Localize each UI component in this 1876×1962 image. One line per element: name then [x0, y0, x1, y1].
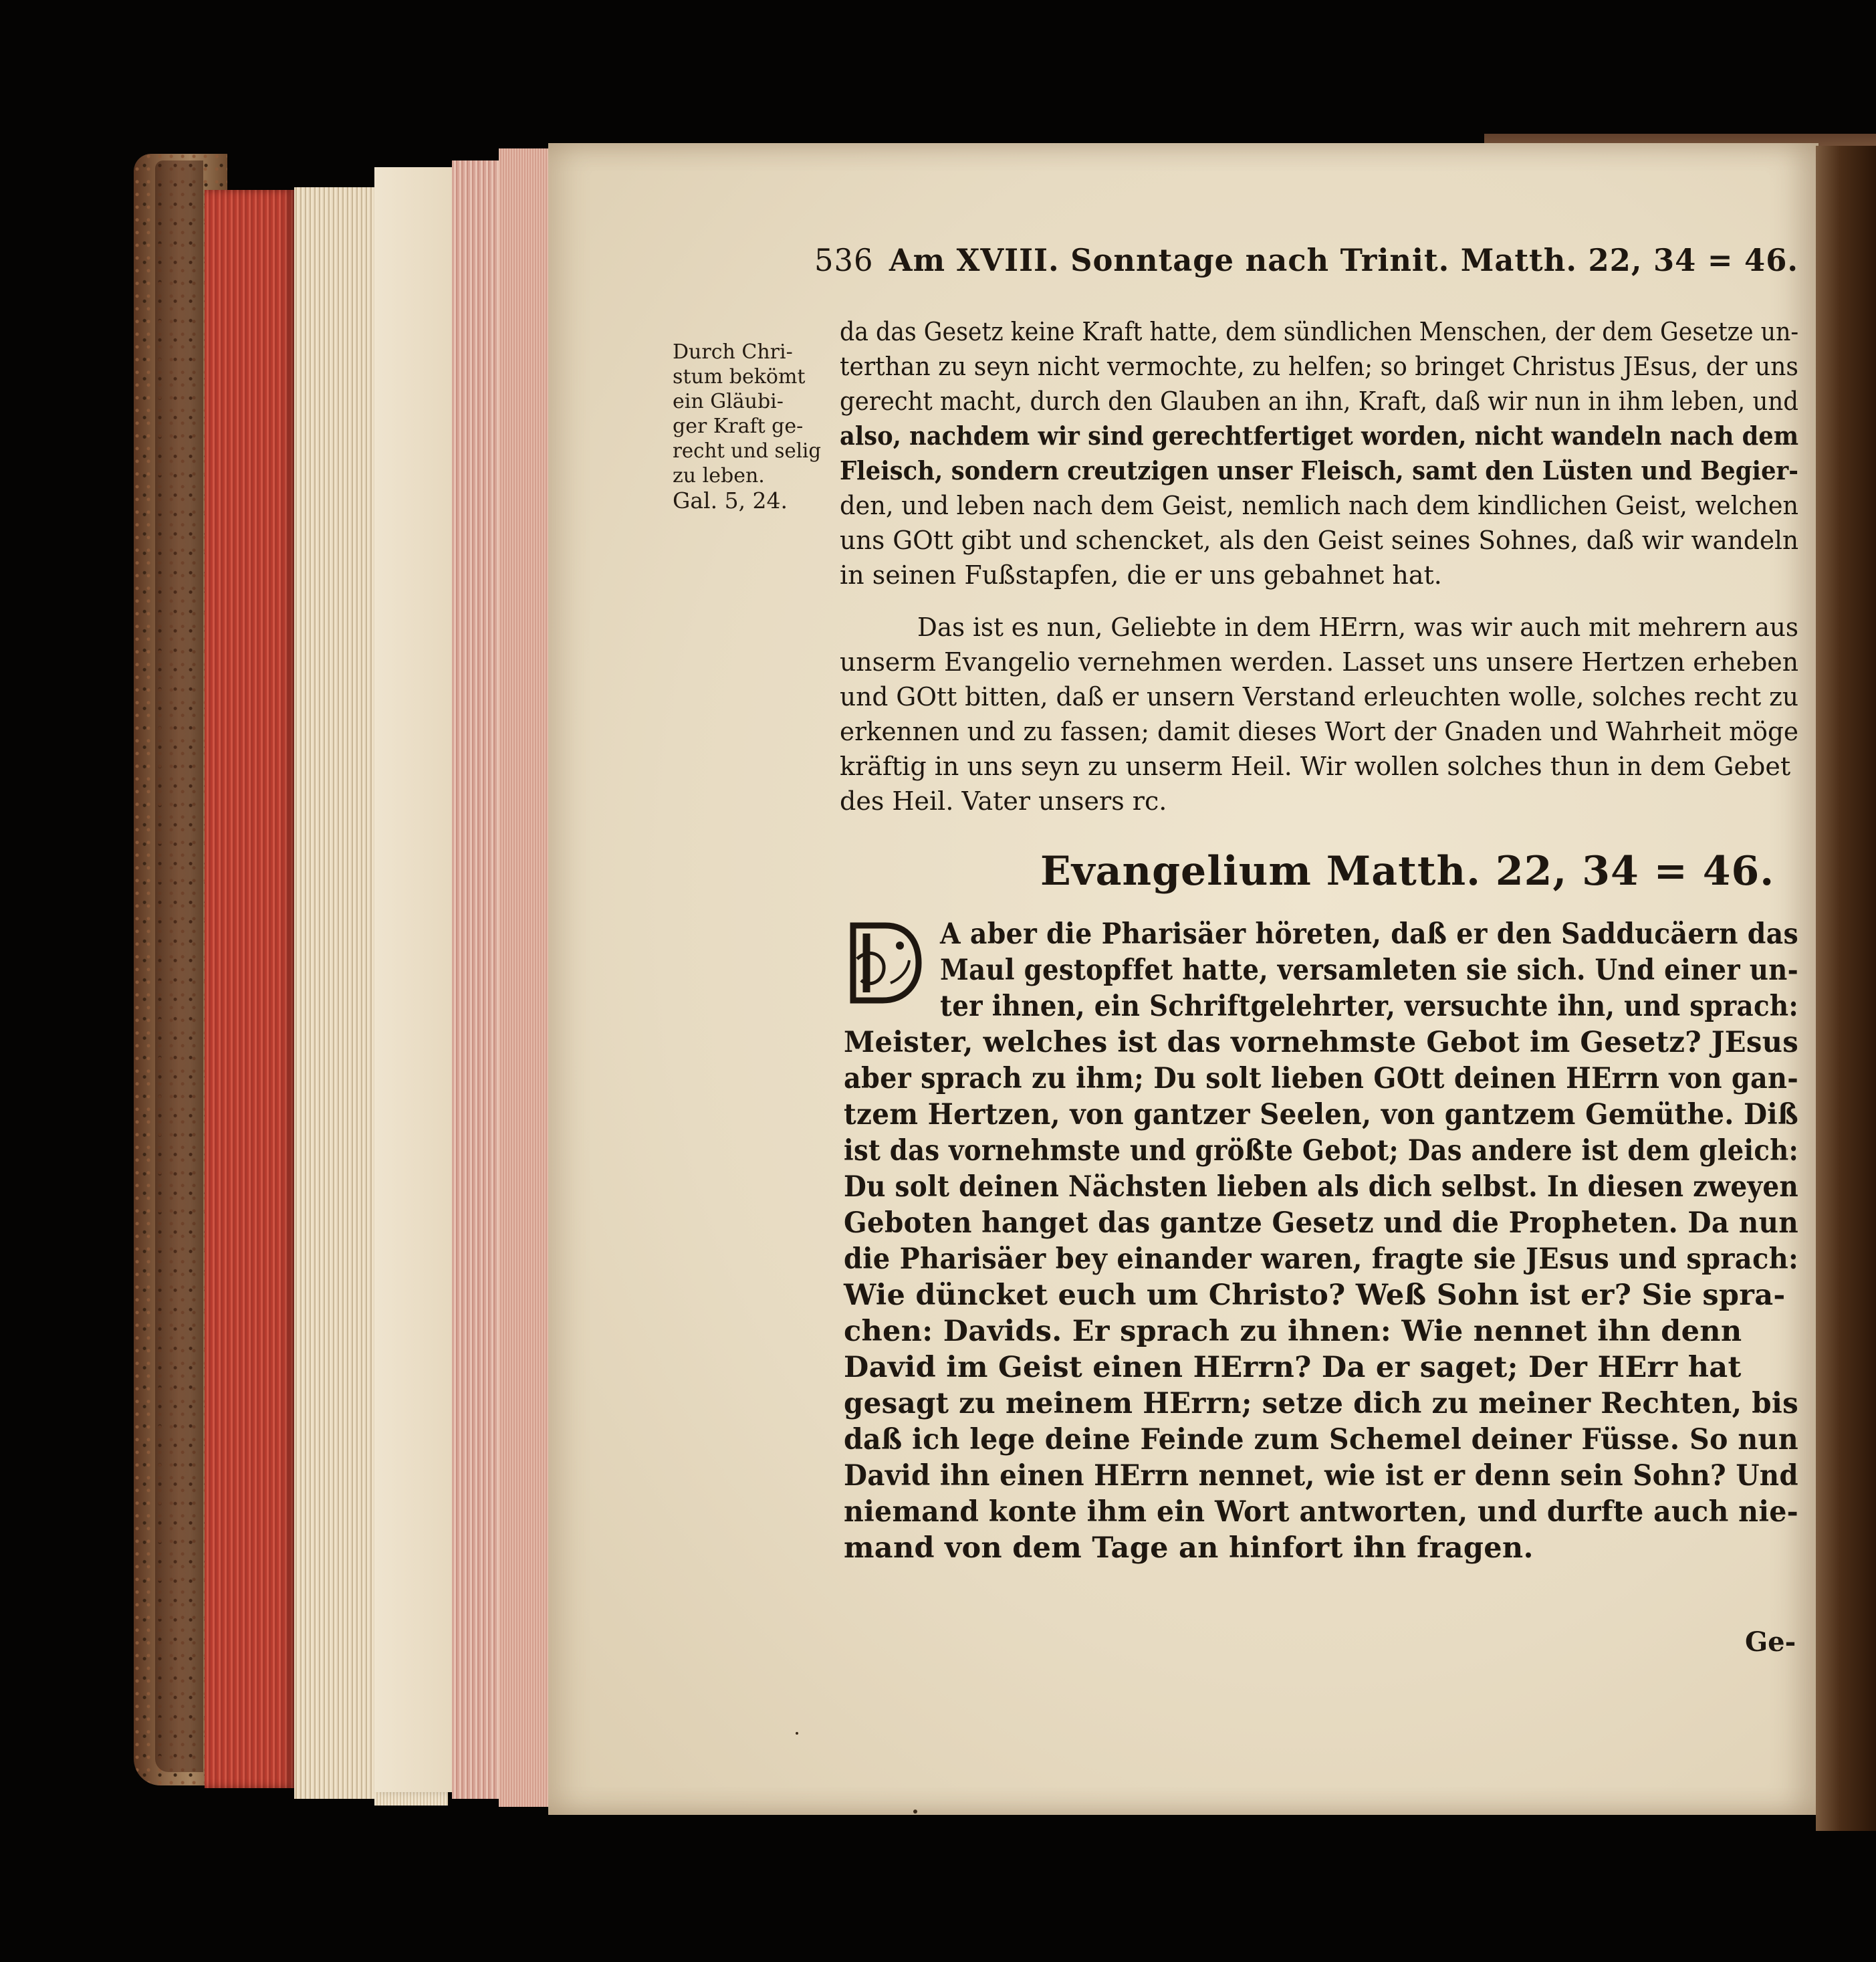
gospel-line: tzem Hertzen, von gantzer Seelen, von gantzem Gemüthe. Diß	[844, 1098, 1798, 1131]
margin-note-line: stum bekömt	[673, 365, 806, 389]
cover-binding-shadow	[155, 160, 203, 1772]
gospel-line: niemand konte ihm ein Wort antworten, und durfte auch nie-	[844, 1495, 1798, 1529]
gospel-line: David im Geist einen HErrn? Da er saget; Der HErr hat	[844, 1351, 1742, 1384]
gospel-line: David ihn einen HErrn nennet, wie ist er denn sein Sohn? Und	[844, 1459, 1798, 1493]
running-header	[814, 242, 1798, 278]
decorated-initial-d	[844, 919, 923, 1006]
text-line: also, nachdem wir sind gerechtfertiget worden, nicht wandeln nach dem	[840, 421, 1799, 451]
raised-page	[374, 167, 455, 1792]
page-number: 536	[814, 242, 874, 278]
paper-speck	[913, 1810, 917, 1814]
gospel-line: Meister, welches ist das vornehmste Gebot im Gesetz? JEsus	[844, 1026, 1799, 1059]
text-line: da das Gesetz keine Kraft hatte, dem sündlichen Menschen, der dem Gesetze un-	[840, 317, 1799, 346]
gospel-line: gesagt zu meinem HErrn; setze dich zu meiner Rechten, bis	[844, 1387, 1799, 1420]
paper-speck	[796, 1732, 798, 1735]
text-line: in seinen Fußstapfen, die er uns gebahnet hat.	[840, 560, 1442, 590]
gospel-line: ter ihnen, ein Schriftgelehrter, versuchte ihn, und sprach:	[940, 990, 1798, 1023]
text-line: den, und leben nach dem Geist, nemlich nach dem kindlichen Geist, welchen	[840, 491, 1799, 520]
gospel-line: aber sprach zu ihm; Du solt lieben GOtt deinen HErrn von gan-	[844, 1062, 1799, 1095]
catchword: Ge-	[1745, 1626, 1796, 1658]
text-line: kräftig in uns seyn zu unserm Heil. Wir wollen solches thun in dem Gebet	[840, 752, 1791, 781]
margin-note-line: zu leben.	[673, 464, 765, 487]
pink-page-stack	[499, 148, 552, 1807]
margin-note-line: Durch Chri-	[673, 340, 793, 364]
running-head-title: Am XVIII. Sonntage nach Trinit. Matth. 22, 34 = 46.	[889, 242, 1798, 278]
section-title: Evangelium Matth. 22, 34 = 46.	[1040, 848, 1775, 895]
text-line: erkennen und zu fassen; damit dieses Wort der Gnaden und Wahrheit möge	[840, 717, 1798, 746]
gospel-line: Geboten hanget das gantze Gesetz und die Propheten. Da nun	[844, 1206, 1799, 1240]
margin-note-line: recht und selig	[673, 439, 822, 463]
page-stack	[294, 187, 374, 1799]
text-line: terthan zu seyn nicht vermochte, zu helfen; so bringet Christus JEsus, der uns	[840, 352, 1798, 381]
gospel-line: die Pharisäer bey einander waren, fragte sie JEsus und sprach:	[844, 1242, 1799, 1276]
text-line: Fleisch, sondern creutzigen unser Fleisch, samt den Lüsten und Begier-	[840, 455, 1798, 485]
margin-note-line: ger Kraft ge-	[673, 415, 804, 438]
margin-note-line: ein Gläubi-	[673, 390, 784, 413]
gospel-line: mand von dem Tage an hinfort ihn fragen.	[844, 1531, 1534, 1565]
red-page-edges	[205, 190, 294, 1788]
gospel-line: chen: Davids. Er sprach zu ihnen: Wie nennet ihn denn	[844, 1315, 1742, 1348]
margin-note-reference: Gal. 5, 24.	[673, 487, 788, 514]
gospel-line: Maul gestopffet hatte, versamleten sie sich. Und einer un-	[940, 954, 1798, 987]
gospel-line: A aber die Pharisäer höreten, daß er den Sadducäern das	[940, 917, 1799, 951]
gospel-line: Du solt deinen Nächsten lieben als dich selbst. In diesen zweyen	[844, 1170, 1799, 1204]
gospel-line: ist das vornehmste und größte Gebot; Das andere ist dem gleich:	[844, 1134, 1799, 1168]
text-line: gerecht macht, durch den Glauben an ihn, Kraft, daß wir nun in ihm leben, und	[840, 387, 1798, 416]
text-line: und GOtt bitten, daß er unsern Verstand erleuchten wolle, solches recht zu	[840, 682, 1799, 712]
gospel-line: Wie düncket euch um Christo? Weß Sohn ist er? Sie spra-	[844, 1279, 1786, 1312]
gospel-line: daß ich lege deine Feinde zum Schemel deiner Füsse. So nun	[844, 1423, 1798, 1456]
text-line: uns GOtt gibt und schencket, als den Geist seines Sohnes, daß wir wandeln	[840, 526, 1799, 555]
text-line: unserm Evangelio vernehmen werden. Lasset uns unsere Hertzen erheben	[840, 647, 1799, 677]
text-line: Das ist es nun, Geliebte in dem HErrn, was wir auch mit mehrern aus	[917, 613, 1798, 642]
text-line: des Heil. Vater unsers rc.	[840, 786, 1167, 816]
book-cover-right	[1816, 146, 1876, 1831]
